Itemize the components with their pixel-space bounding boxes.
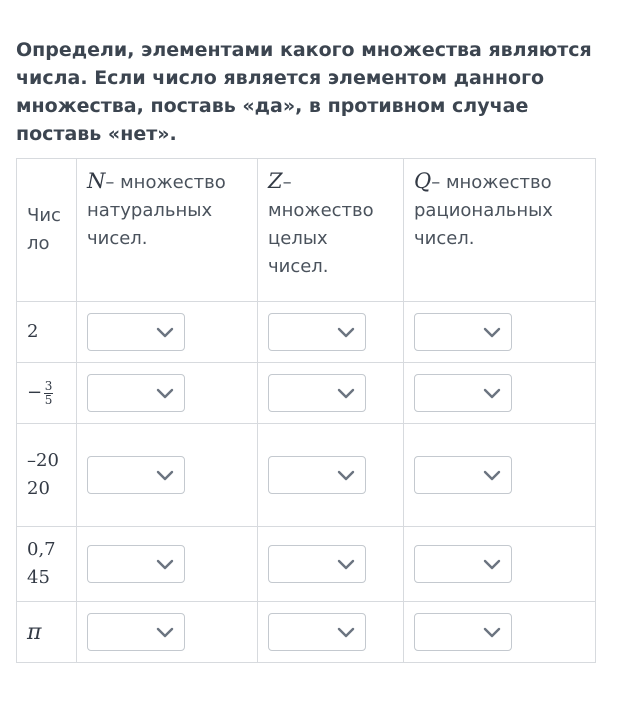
z-symbol: Z (268, 169, 283, 193)
chevron-down-icon (156, 388, 174, 399)
chevron-down-icon (156, 470, 174, 481)
q-description: – множество рациональных чисел. (414, 172, 553, 249)
fraction (44, 380, 53, 407)
dropdown-select[interactable] (268, 374, 366, 412)
answer-table (16, 158, 596, 663)
dropdown-select[interactable] (268, 613, 366, 651)
number-cell (17, 363, 77, 424)
chevron-down-icon (156, 559, 174, 570)
chevron-down-icon (156, 627, 174, 638)
dropdown-select[interactable] (414, 613, 512, 651)
answer-cell-n (77, 424, 258, 527)
answer-cell-z (258, 302, 404, 363)
number-cell (17, 602, 77, 663)
chevron-down-icon (483, 388, 501, 399)
number-value: 0,745 (27, 539, 56, 588)
chevron-down-icon (483, 627, 501, 638)
minus-sign: − (27, 382, 43, 403)
number-column-label: Число (27, 205, 61, 254)
chevron-down-icon (337, 327, 355, 338)
task-instruction: Определи, элементами какого множества являются числа. Если число является элементом данного множества, поставь «да», в противном случае поставь «нет». (16, 39, 592, 145)
chevron-down-icon (337, 470, 355, 481)
answer-cell-q (404, 363, 596, 424)
number-value: –2020 (27, 450, 59, 499)
number-cell (17, 424, 77, 527)
dropdown-select[interactable] (87, 545, 185, 583)
number-cell (17, 302, 77, 363)
answer-cell-n (77, 602, 258, 663)
integer-column-header (258, 159, 404, 302)
number-value: 2 (27, 321, 39, 342)
chevron-down-icon (156, 327, 174, 338)
natural-column-header (77, 159, 258, 302)
q-symbol: Q (414, 169, 432, 193)
table-row (17, 302, 596, 363)
answer-cell-q (404, 302, 596, 363)
answer-cell-q (404, 424, 596, 527)
dropdown-select[interactable] (268, 313, 366, 351)
dropdown-select[interactable] (268, 545, 366, 583)
chevron-down-icon (337, 388, 355, 399)
chevron-down-icon (483, 327, 501, 338)
dropdown-select[interactable] (414, 313, 512, 351)
table-row (17, 527, 596, 602)
n-symbol: N (87, 169, 106, 193)
dropdown-select[interactable] (87, 313, 185, 351)
dropdown-select[interactable] (87, 456, 185, 494)
dropdown-select[interactable] (414, 456, 512, 494)
chevron-down-icon (337, 559, 355, 570)
dropdown-select[interactable] (414, 374, 512, 412)
dropdown-select[interactable] (414, 545, 512, 583)
answer-cell-z (258, 602, 404, 663)
answer-cell-z (258, 363, 404, 424)
dropdown-select[interactable] (268, 456, 366, 494)
number-cell (17, 527, 77, 602)
table-row (17, 363, 596, 424)
n-description: – множество натуральных чисел. (87, 172, 226, 249)
z-description: – множество целых чисел. (268, 172, 374, 277)
fraction-denominator: 5 (44, 392, 53, 407)
answer-cell-q (404, 527, 596, 602)
table-row (17, 602, 596, 663)
dropdown-select[interactable] (87, 613, 185, 651)
answer-cell-z (258, 527, 404, 602)
answer-cell-n (77, 363, 258, 424)
answer-cell-n (77, 302, 258, 363)
number-column-header (17, 159, 77, 302)
answer-cell-z (258, 424, 404, 527)
rational-column-header (404, 159, 596, 302)
chevron-down-icon (483, 470, 501, 481)
dropdown-select[interactable] (87, 374, 185, 412)
answer-cell-n (77, 527, 258, 602)
table-row (17, 424, 596, 527)
header-row (17, 159, 596, 302)
answer-cell-q (404, 602, 596, 663)
fraction-numerator: 3 (44, 378, 53, 393)
chevron-down-icon (337, 627, 355, 638)
number-value: π (27, 619, 42, 645)
chevron-down-icon (483, 559, 501, 570)
